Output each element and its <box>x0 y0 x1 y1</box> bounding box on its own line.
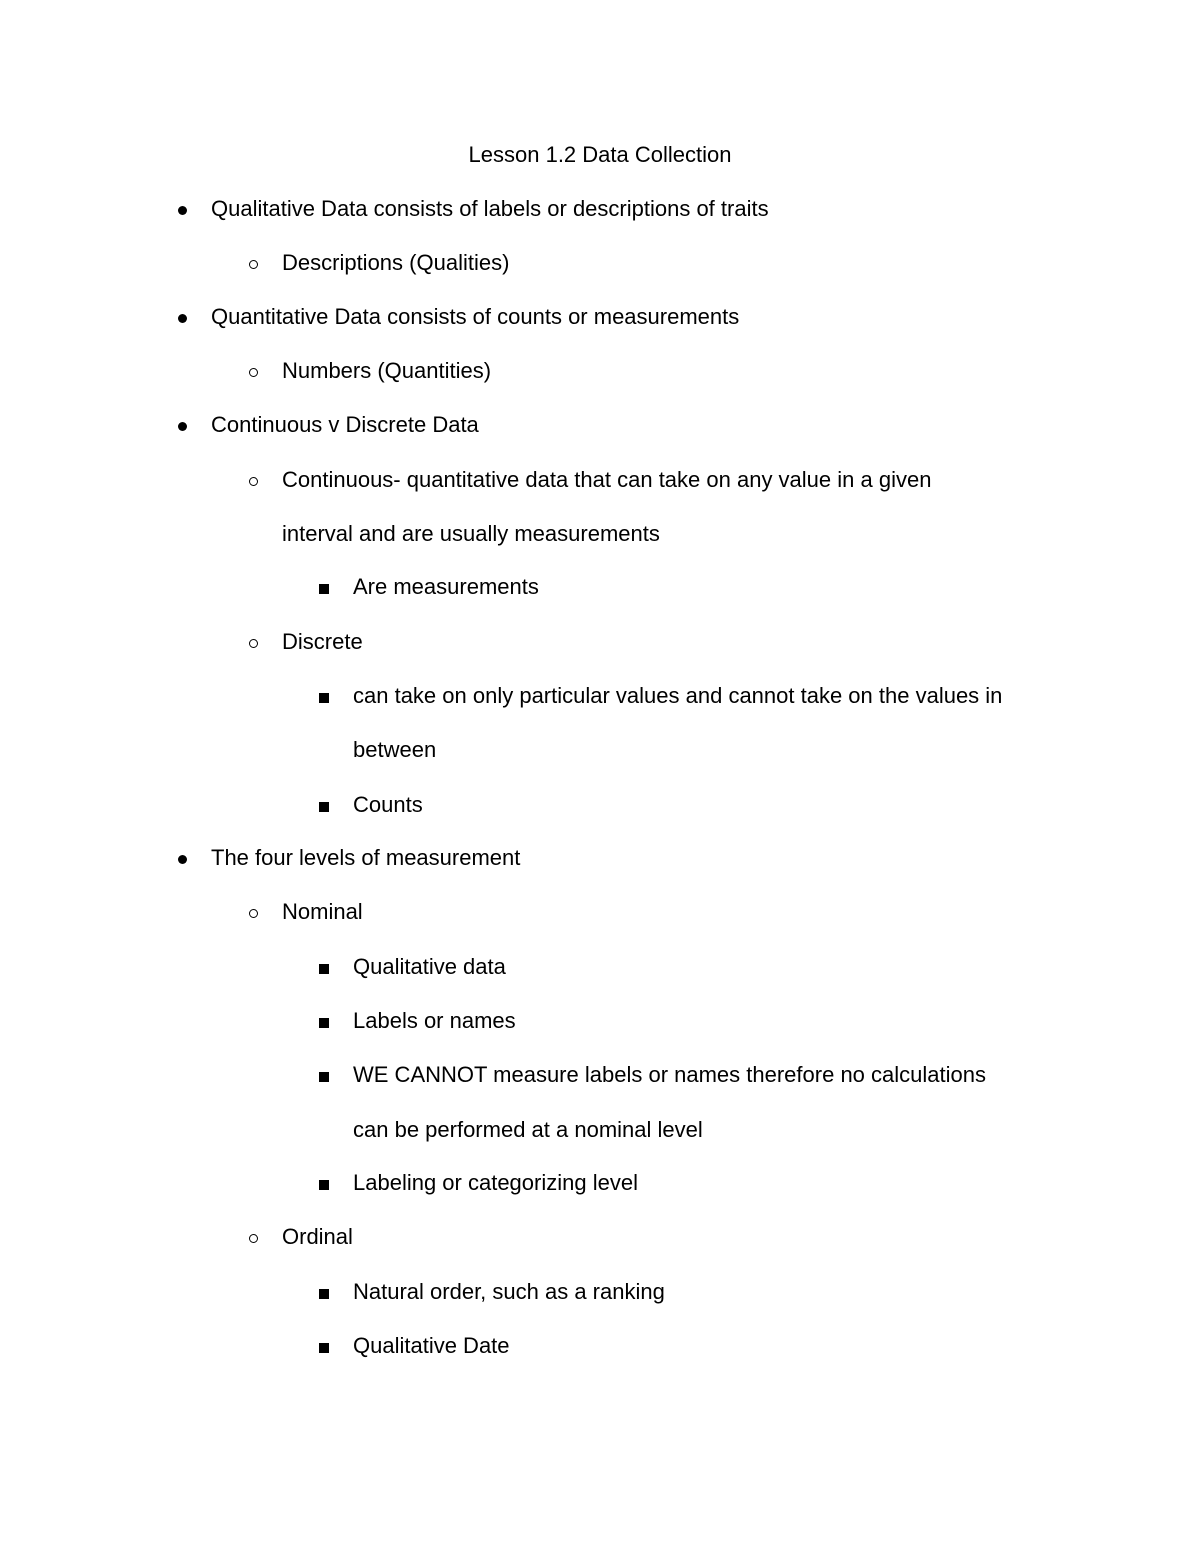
bullet-square-icon <box>319 1343 329 1353</box>
page-title: Lesson 1.2 Data Collection <box>468 142 732 167</box>
bullet-disc-icon <box>178 855 187 864</box>
list-item-continuation: between <box>353 737 437 762</box>
list-item: Qualitative Data consists of labels or descriptions of traits <box>211 196 769 221</box>
list-item: Quantitative Data consists of counts or measurements <box>211 304 740 329</box>
list-item: Qualitative Date <box>353 1333 510 1358</box>
list-item: The four levels of measurement <box>211 845 521 870</box>
list-item: WE CANNOT measure labels or names therefore no calculations <box>353 1062 986 1087</box>
bullet-circle-icon <box>249 909 258 918</box>
list-item-continuation: can be performed at a nominal level <box>353 1117 703 1142</box>
list-item: Are measurements <box>353 574 539 599</box>
bullet-square-icon <box>319 964 329 974</box>
bullet-disc-icon <box>178 422 187 431</box>
bullet-disc-icon <box>178 206 187 215</box>
bullet-disc-icon <box>178 314 187 323</box>
list-item: Ordinal <box>282 1224 353 1249</box>
bullet-circle-icon <box>249 639 258 648</box>
list-item: Qualitative data <box>353 954 506 979</box>
list-item: Natural order, such as a ranking <box>353 1279 665 1304</box>
list-item: Labeling or categorizing level <box>353 1170 638 1195</box>
bullet-square-icon <box>319 1072 329 1082</box>
bullet-circle-icon <box>249 1234 258 1243</box>
list-item: Numbers (Quantities) <box>282 358 492 383</box>
list-item: Descriptions (Qualities) <box>282 250 510 275</box>
list-item-continuation: interval and are usually measurements <box>282 521 660 546</box>
bullet-square-icon <box>319 584 329 594</box>
bullet-square-icon <box>319 1180 329 1190</box>
list-item: Discrete <box>282 629 363 654</box>
list-item: Labels or names <box>353 1008 516 1033</box>
bullet-circle-icon <box>249 368 258 377</box>
bullet-square-icon <box>319 802 329 812</box>
list-item: Counts <box>353 792 423 817</box>
bullet-square-icon <box>319 1289 329 1299</box>
list-item: Continuous v Discrete Data <box>211 412 479 437</box>
bullet-square-icon <box>319 1018 329 1028</box>
bullet-square-icon <box>319 693 329 703</box>
list-item: Nominal <box>282 899 363 924</box>
bullet-circle-icon <box>249 477 258 486</box>
bullet-circle-icon <box>249 260 258 269</box>
list-item: can take on only particular values and cannot take on the values in <box>353 683 1003 708</box>
list-item: Continuous- quantitative data that can take on any value in a given <box>282 467 932 492</box>
